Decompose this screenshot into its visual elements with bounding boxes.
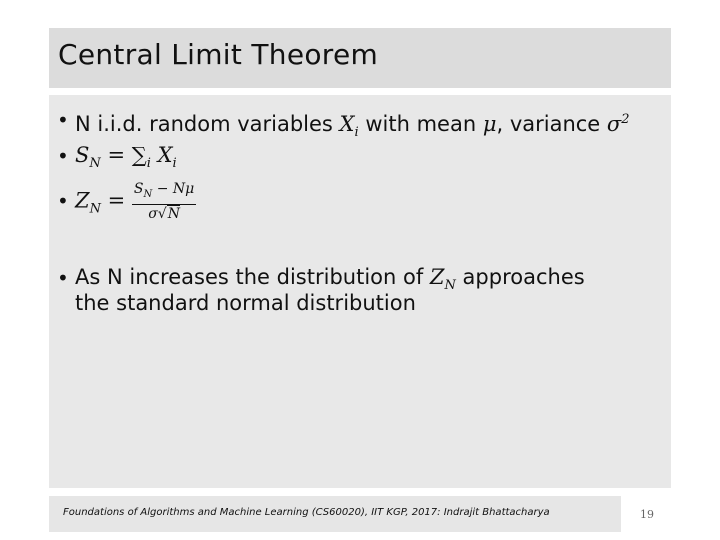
formula-fraction: $\frac{S_N - N\mu}{\sigma√N}$ [133, 181, 195, 222]
footer-text: Foundations of Algorithms and Machine Learning (CS60020), IIT KGP, 2017: Indrajit Bhattacharya [63, 507, 550, 518]
bullet-dot: • [57, 108, 69, 132]
bullet-text [75, 107, 630, 145]
math-variable-z-n: $Z_N$ [429, 265, 456, 294]
page-number: 19 [640, 508, 654, 521]
formula-sum-s-n: $S_N = \sum_i$ $X_i$ [75, 143, 177, 172]
math-mean-symbol: μ [482, 112, 497, 136]
bullet-1-text-before: N i.i.d. random variables [75, 112, 340, 136]
bullet-dot: • [57, 144, 69, 168]
bullet-1-text-mid2: , variance [496, 112, 607, 136]
formula-z-n: $Z_N$ = $\frac{S_N - N\mu}{\sigma√N}$ [75, 181, 195, 222]
math-variance: $\sigma^2$ [606, 112, 630, 136]
math-variable-x-i: $X_i$ [339, 112, 359, 141]
slide-title-bar [49, 28, 671, 88]
bullet-dot: • [57, 189, 69, 213]
bullet-1-text-mid1: with mean [358, 112, 483, 136]
bullet-text-line-2: the standard normal distribution [75, 291, 416, 315]
bullet-text-line-1: As N increases the distribution of $Z_N$ approaches [75, 265, 585, 294]
footer-bar [49, 496, 621, 532]
slide-title: Central Limit Theorem [58, 38, 379, 71]
bullet-dot: • [57, 266, 69, 290]
content-panel [49, 95, 671, 488]
